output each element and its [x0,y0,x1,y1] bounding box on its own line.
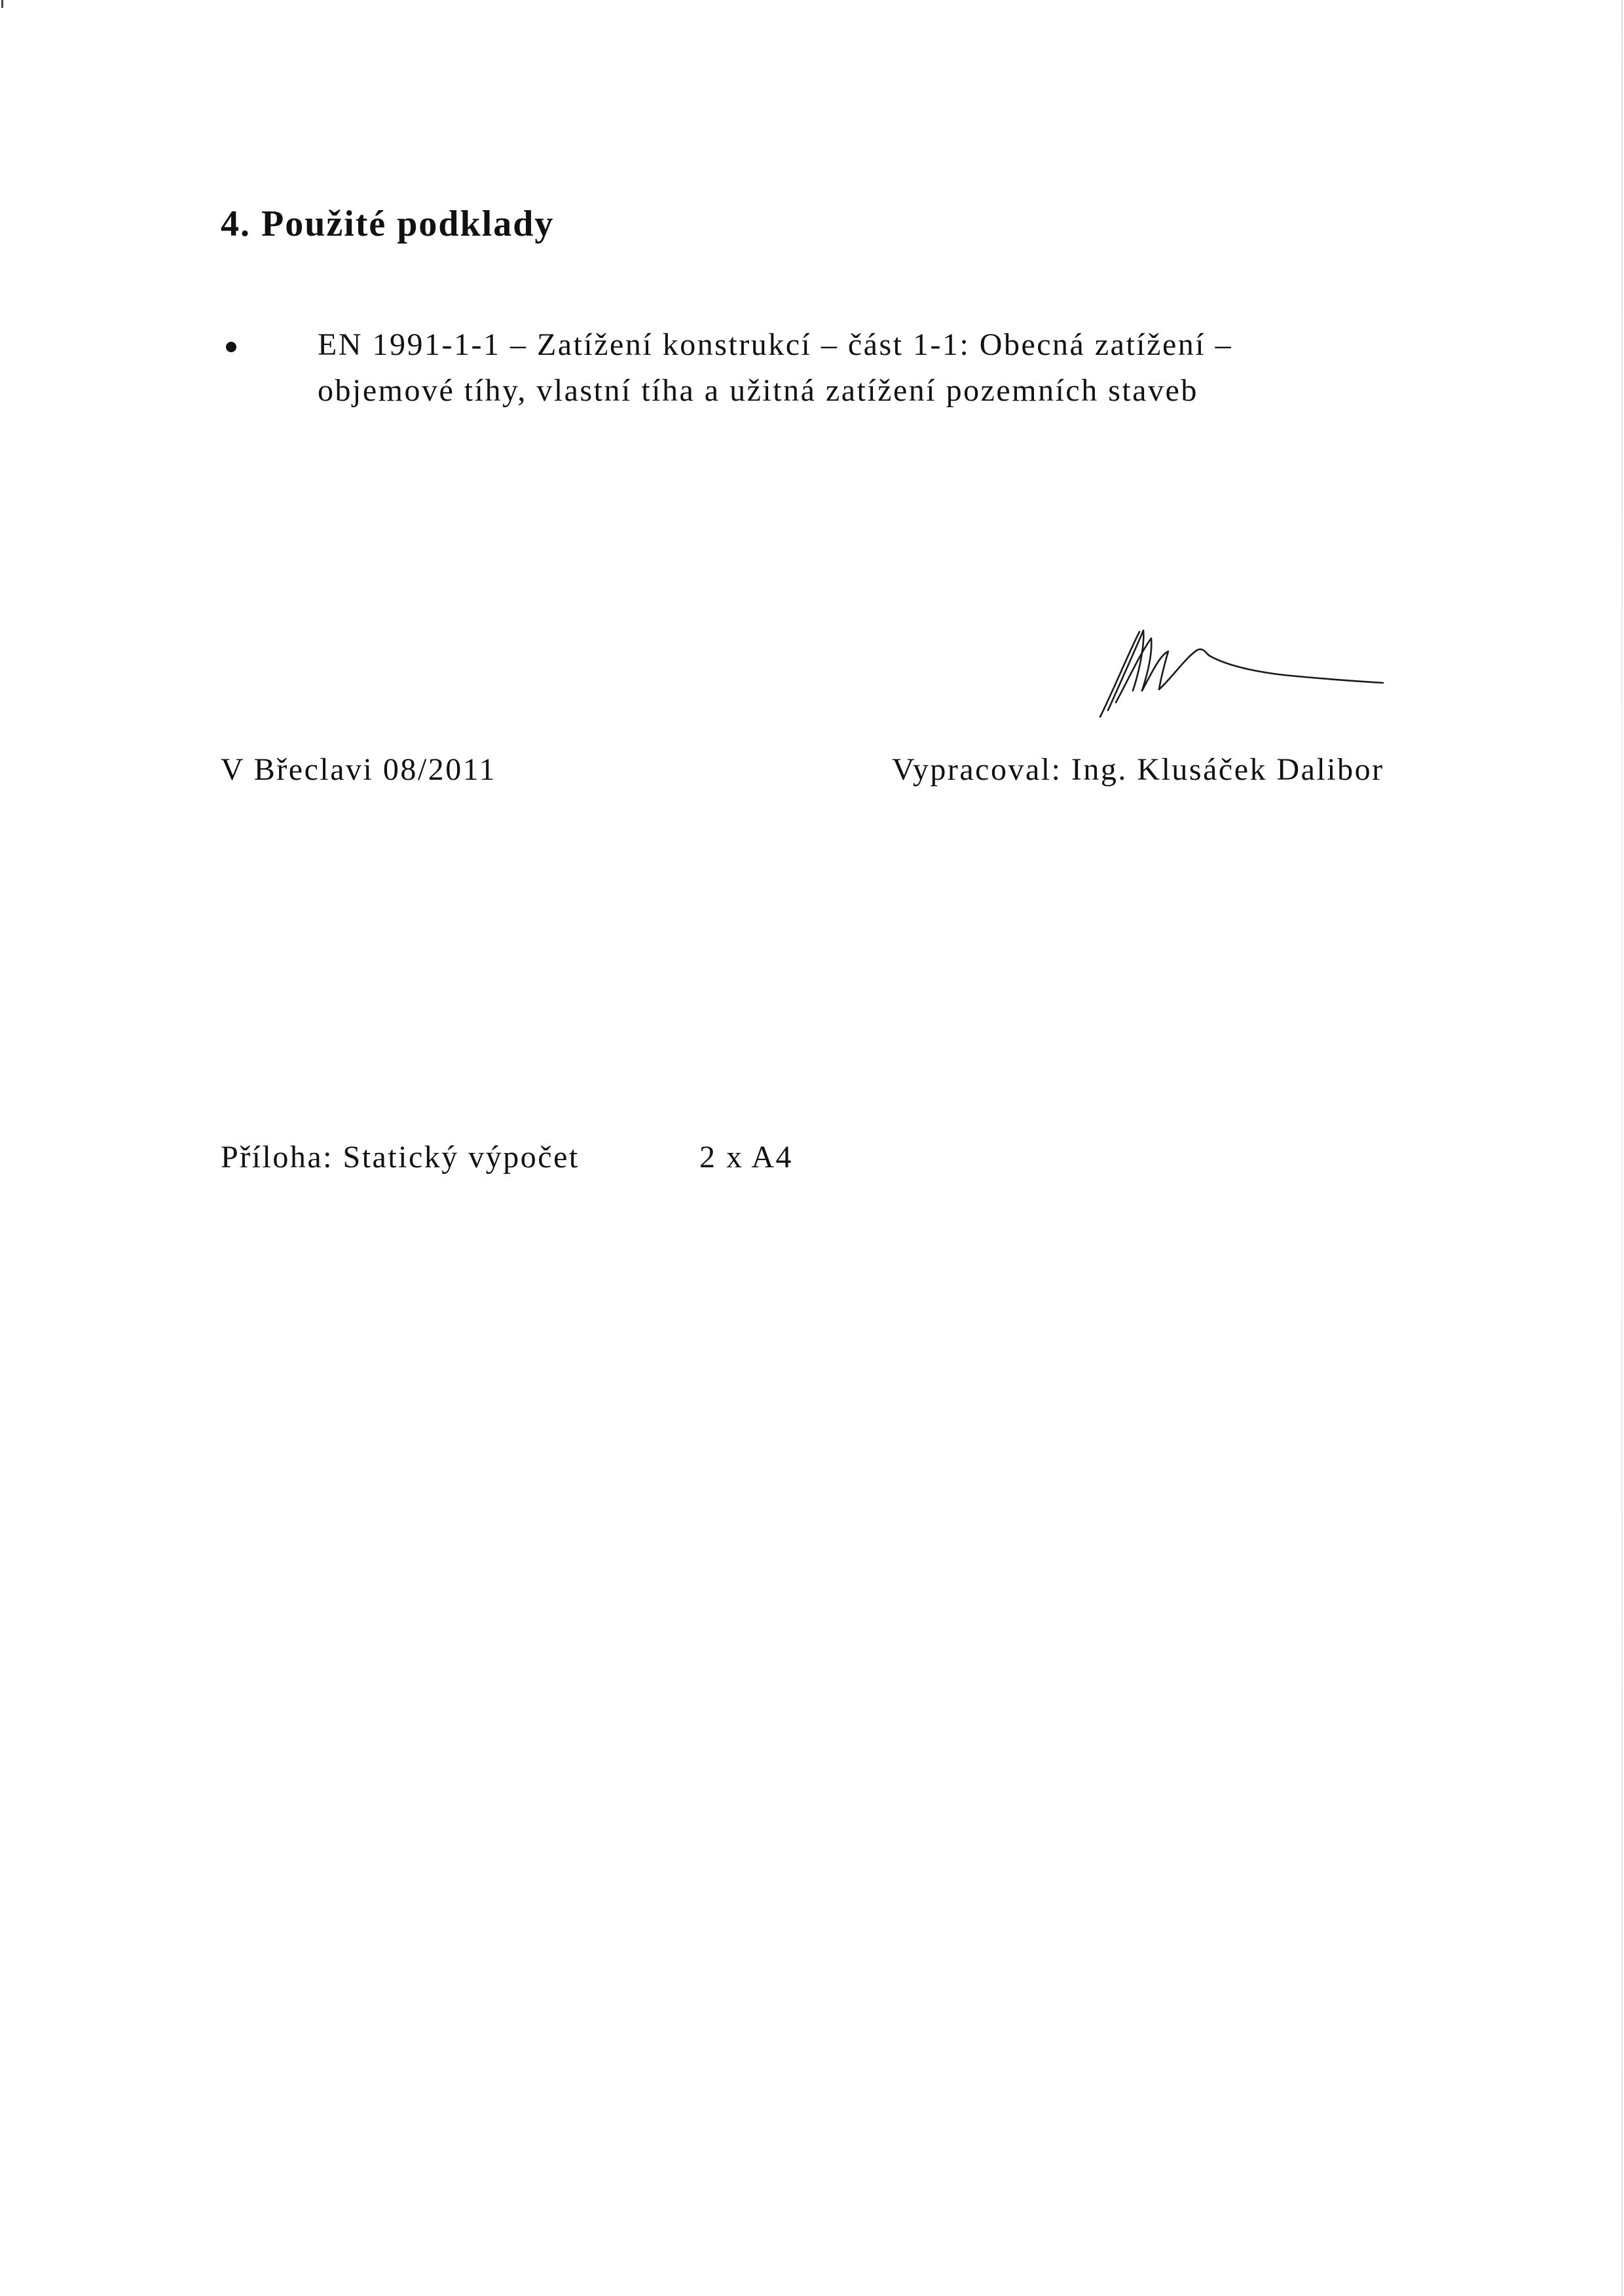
bullet-icon [226,342,236,352]
section-heading: 4. Použité podklady [221,204,555,244]
reference-item [221,322,1465,414]
scan-edge-line [1621,0,1623,2296]
reference-line-1: EN 1991-1-1 – Zatížení konstrukcí – část 1-1: Obecná zatížení – [318,327,1233,362]
place-and-date: V Břeclavi 08/2011 [221,752,496,787]
reference-list [221,322,1465,414]
attachment-count: 2 x A4 [699,1140,794,1175]
signature-icon [1087,619,1388,723]
prepared-by: Vypracoval: Ing. Klusáček Dalibor [892,752,1384,787]
scan-artifact [1,0,3,8]
reference-line-2: objemové tíhy, vlastní tíha a užitná zatížení pozemních staveb [318,373,1198,408]
attachment-label: Příloha: Statický výpočet [221,1140,580,1175]
